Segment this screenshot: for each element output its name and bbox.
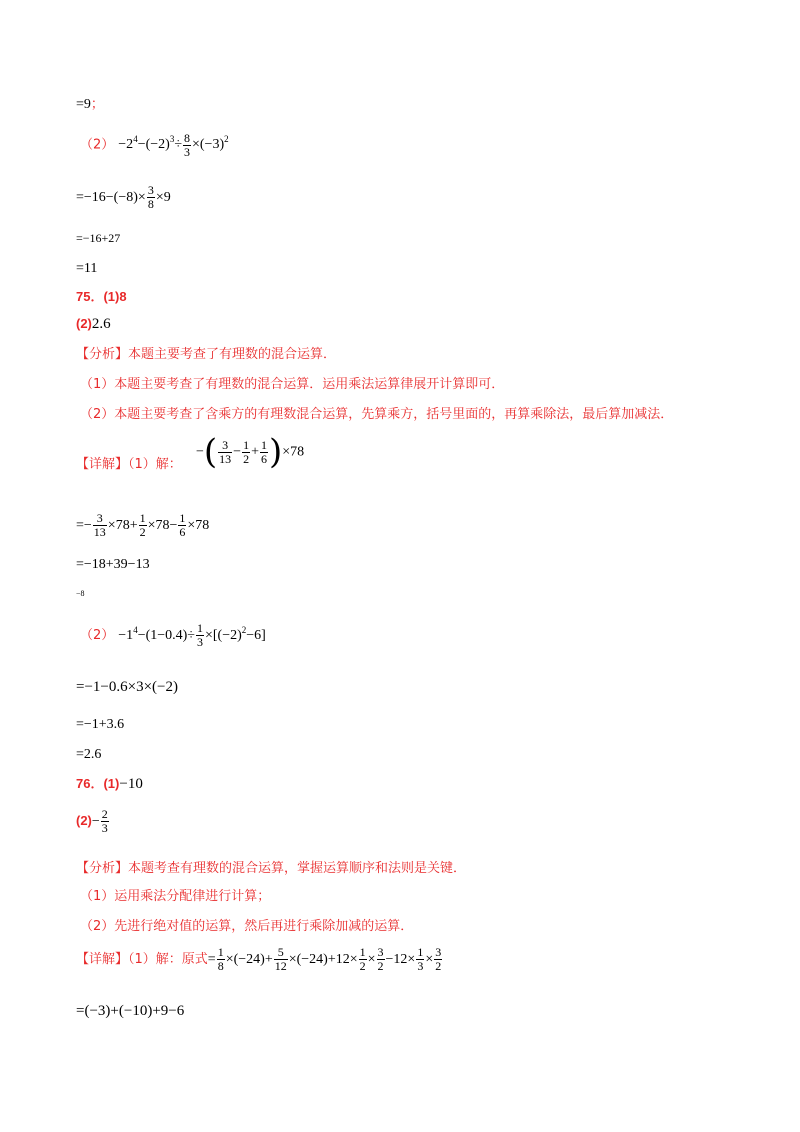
analysis-75-1: （1）本题主要考查了有理数的混合运算．运用乘法运算律展开计算即可．	[80, 377, 505, 392]
analysis-75-2: （2）本题主要考查了含乘方的有理数混合运算，先算乘方，括号里面的，再算乘除法，最后算加减法．	[80, 407, 674, 422]
line-step-1: =−16−(−8)× $\frac{3}{8}$ ×9	[76, 183, 171, 211]
line-75-2-step-1: =−1−0.6×3×(−2)	[76, 679, 178, 695]
part-label: （2）	[80, 137, 115, 153]
problem-74-2	[80, 132, 229, 158]
analysis-75: 【分析】本题主要考查了有理数的混合运算．	[76, 347, 337, 362]
line-75-step-1: =− $\frac{3}{13}$ ×78+ $\frac{1}{2}$ ×78− $\frac{1}{6}$ ×78	[76, 511, 210, 539]
expr-74-2: $-2^4-(-2)^3\div$ $\frac{8}{3}$ $\times(-3)^2$	[118, 131, 229, 159]
detail-75-label: 【详解】（1）解：	[76, 457, 182, 472]
analysis-76-2: （2）先进行绝对值的运算，然后再进行乘除加减的运算．	[80, 919, 414, 934]
answer-76-2: (2)− $\frac{2}{3}$	[76, 807, 108, 835]
line-75-2-step-3: =2.6	[76, 747, 102, 762]
line-eq-9: =9；	[76, 97, 104, 112]
line-75-2-step-2: =−1+3.6	[76, 717, 125, 732]
expr-75-1: −( $\frac{3}{13}$ − $\frac{1}{2}$ + $\frac{1}{6}$ )×78	[196, 432, 305, 472]
line-75-step-2: =−18+39−13	[76, 557, 150, 572]
line-step-3: =11	[76, 261, 98, 276]
detail-76: 【详解】（1）解：原式= $\frac{1}{8}$ ×(−24)+ $\frac{5}{12}$ ×(−24)+12× $\frac{1}{2}$ × $\frac{3}{2}$ −12× $\frac{1}{3}$ × $\frac{3}{2}$	[76, 945, 442, 973]
answer-75-2: (2)2.6	[76, 316, 111, 332]
line-step-2: =−16+27	[76, 231, 121, 245]
line-76-step-1: =(−3)+(−10)+9−6	[76, 1003, 185, 1019]
analysis-76-1: （1）运用乘法分配律进行计算；	[80, 889, 271, 904]
line-75-step-3: −8	[76, 589, 85, 598]
analysis-76: 【分析】本题考查有理数的混合运算，掌握运算顺序和法则是关键．	[76, 861, 467, 876]
answer-75-1: 75．(1)8	[76, 289, 127, 304]
problem-75-2: $(2) -1^4-(1-0.4)\div$ $\frac{1}{3}$ $\times[(-2)^2-6]$	[80, 621, 266, 649]
answer-76-1: 76．(1)−10	[76, 776, 143, 792]
